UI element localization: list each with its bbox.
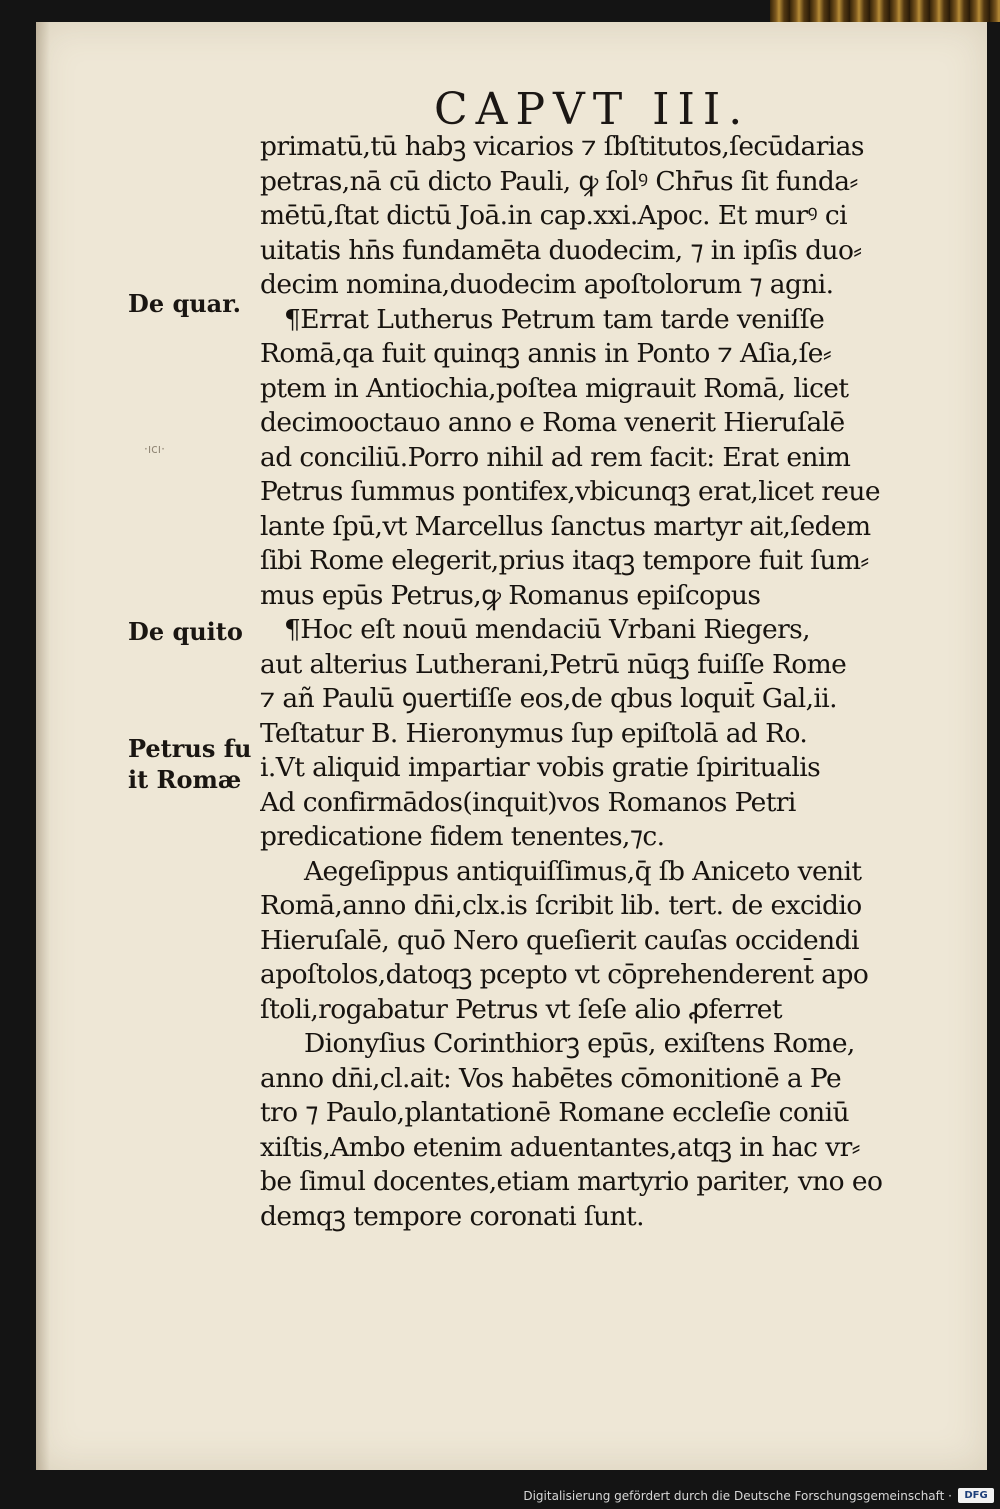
text-line: be ſimul docentes,etiam martyrio pariter, vno eo	[260, 1166, 883, 1197]
book-page	[36, 22, 987, 1470]
text-line: ¶Hoc eſt nouū mendaciū Vrbani Riegers,	[284, 614, 810, 645]
text-line: Romā,anno dn̄i,clx.is ſcribit lib. tert. de excidio	[260, 890, 862, 921]
text-line: Teſtatur B. Hieronymus ſup epiſtolā ad Ro.	[260, 717, 808, 749]
text-line: ſtoli,rogabatur Petrus vt ſeſe alio ꝓferret	[260, 993, 782, 1025]
dfg-logo-icon: DFG	[958, 1488, 994, 1503]
text-line: Hieruſalē, quō Nero queſierit cauſas occidendi	[260, 924, 859, 956]
text-line: Petrus ſummus pontifex,vbicunqꝫ erat,licet reue	[260, 476, 880, 507]
text-line: ſibi Rome elegerit,prius itaqꝫ tempore fuit ſum⸗	[260, 545, 869, 576]
marginal-note-petrus-fu: Petrus fu	[128, 734, 252, 763]
marginal-note-it-romae: it Romæ	[128, 765, 242, 794]
text-line: Ad confirmādos(inquit)vos Romanos Petri	[260, 786, 796, 818]
text-line: decimooctauo anno e Roma venerit Hieruſalē	[260, 407, 845, 438]
ink-smudge: ·ıcı·	[144, 442, 165, 456]
text-line: Dionyſius Corinthiorꝫ epūs, exiſtens Rome,	[304, 1028, 855, 1059]
text-line: Aegeſippus antiquiſſimus,q̄ ſb Aniceto venit	[304, 855, 862, 887]
body-text-column	[260, 130, 960, 1234]
text-line: primatū,tū habꝫ vicarios ⁊ ſbſtitutos,ſecūdarias	[260, 131, 864, 162]
text-line: uitatis hn̄s fundamēta duodecim, ⁊ in ipſis duo⸗	[260, 234, 862, 266]
marginal-note-de-quar: De quar.	[128, 289, 242, 318]
text-line: demqꝫ tempore coronati ſunt.	[260, 1200, 644, 1232]
text-line: mus epūs Petrus,ꝙ Romanus epiſcopus	[260, 579, 761, 611]
gilt-book-edge	[770, 0, 1000, 22]
text-line: anno dn̄i,cl.ait: Vos habētes cōmonitionē a Pe	[260, 1062, 842, 1094]
text-line: Romā,qa fuit quinqꝫ annis in Ponto ⁊ Aſia,ſe⸗	[260, 338, 832, 369]
text-line: lante ſpū,vt Marcellus ſanctus martyr ait,ſedem	[260, 510, 871, 542]
text-line: predicatione fidem tenentes,⁊c.	[260, 821, 665, 852]
text-line: mētū,ſtat dictū Joā.in cap.xxi.Apoc. Et murꝰ ci	[260, 200, 847, 231]
text-line: ad conciliū.Porro nihil ad rem facit: Erat enim	[260, 441, 851, 473]
text-line: i.Vt aliquid impartiar vobis gratie ſpiritualis	[260, 752, 821, 783]
text-line: aut alterius Lutherani,Petrū nūqꝫ fuiſſe Rome	[260, 648, 847, 680]
text-line: apoſtolos,datoqꝫ pcepto vt cōprehenderent̄ apo	[260, 959, 869, 990]
text-line: ¶Errat Lutherus Petrum tam tarde veniſſe	[284, 303, 825, 335]
text-line: ptem in Antiochia,poſtea migrauit Romā, licet	[260, 372, 849, 404]
text-line: tro ⁊ Paulo,plantationē Romane eccleſie coniū	[260, 1097, 849, 1128]
text-line: xiſtis,Ambo etenim aduentantes,atqꝫ in hac vr⸗	[260, 1131, 860, 1163]
chapter-heading: CAPVT III.	[434, 84, 751, 135]
marginal-note-de-quito: De quito	[128, 617, 243, 646]
funding-credit: Digitalisierung gefördert durch die Deutsche Forschungsgemeinschaft ·	[523, 1489, 952, 1503]
text-line: ⁊ añ Paulū ꝯuertiſſe eos,de qbus loquit̄ Gal,ii.	[260, 683, 837, 714]
text-line: petras,nā cū dicto Pauli, ꝙ ſolꝰ Chr̄us ſit funda⸗	[260, 165, 858, 197]
footer-bar	[0, 1485, 1000, 1509]
text-line: decim nomina,duodecim apoſtolorum ⁊ agni.	[260, 269, 834, 300]
